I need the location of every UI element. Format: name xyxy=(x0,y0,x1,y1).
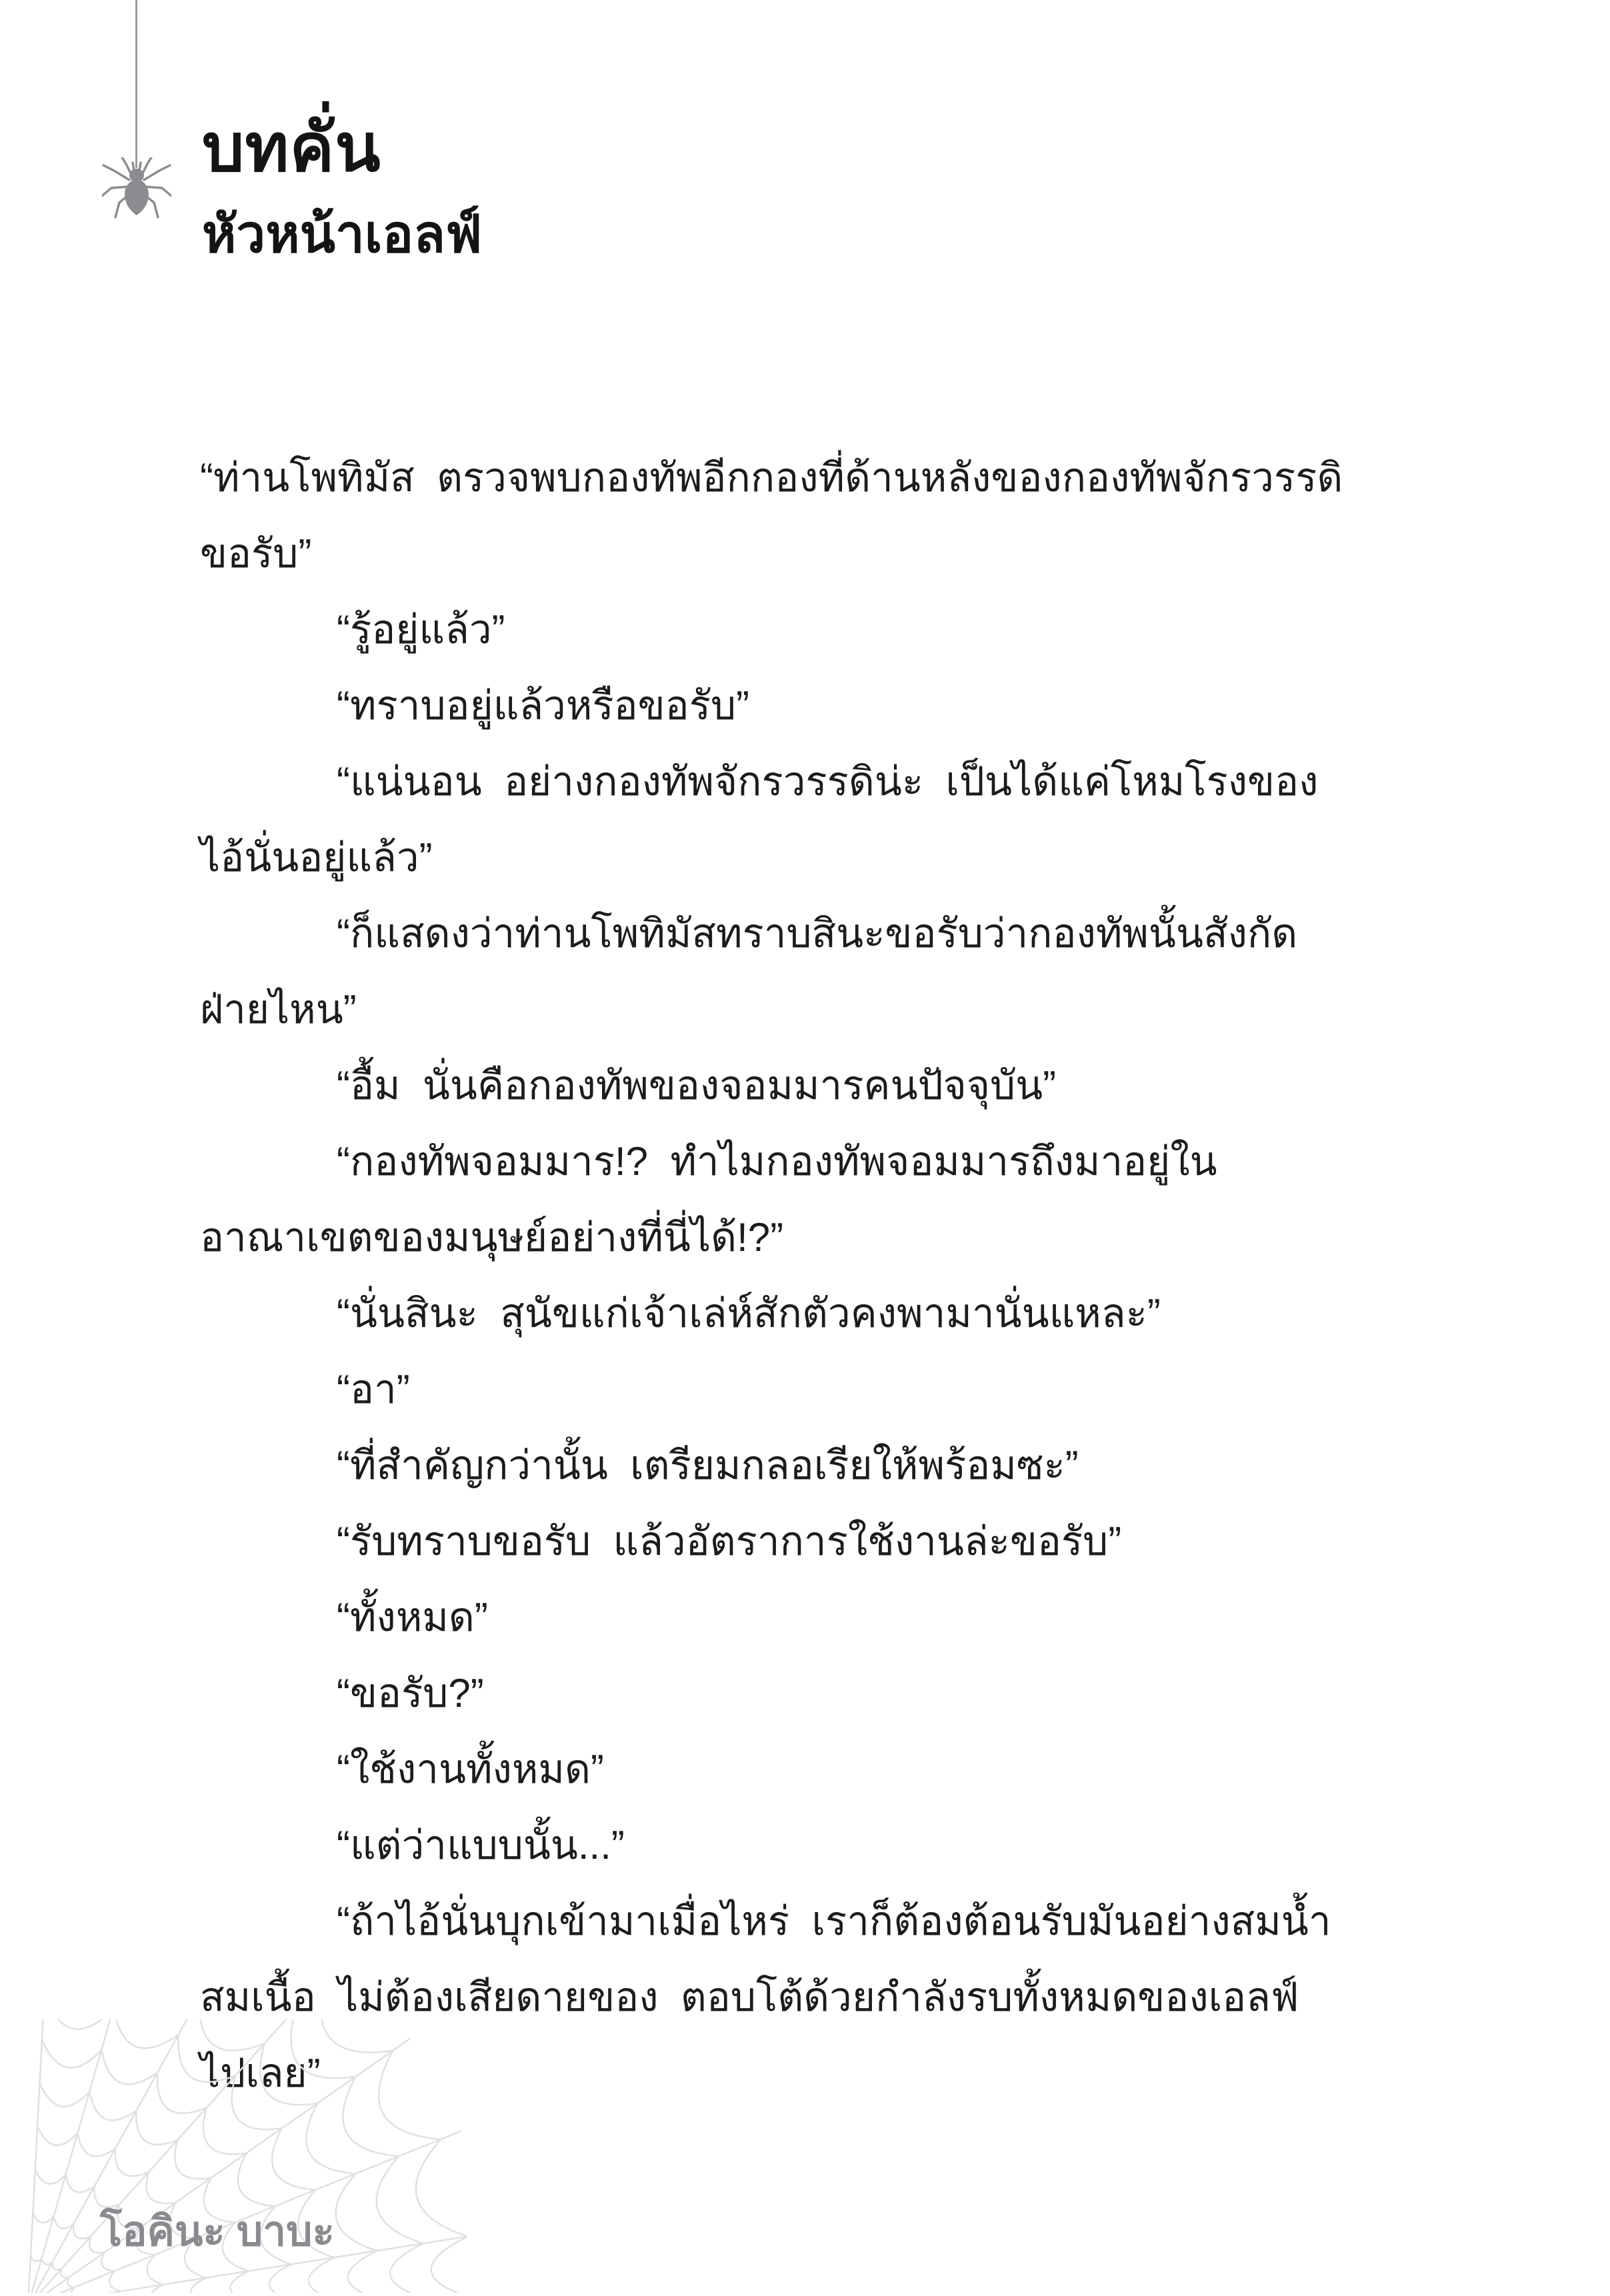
chapter-header xyxy=(202,107,1402,267)
text-line: ขอรับ” xyxy=(200,531,312,576)
chapter-subtitle: หัวหน้าเอลฟ์ xyxy=(202,205,483,263)
text-line: “ท่านโพทิมัส ตรวจพบกองทัพอีกกองที่ด้านหลังของกองทัพจักรวรรดิ xyxy=(200,455,1343,500)
text-line: “อา” xyxy=(337,1367,410,1412)
text-line: “รับทราบขอรับ แล้วอัตราการใช้งานล่ะขอรับ” xyxy=(337,1519,1122,1564)
body-text xyxy=(200,440,1410,2111)
author-name: โอคินะ บาบะ xyxy=(100,2209,335,2255)
text-line: “แน่นอน อย่างกองทัพจักรวรรดิน่ะ เป็นได้แค่โหมโรงของ xyxy=(337,759,1319,804)
text-line: “ใช้งานทั้งหมด” xyxy=(337,1747,604,1791)
text-line: “นั่นสินะ สุนัขแก่เจ้าเล่ห์สักตัวคงพามานั่นแหละ” xyxy=(337,1291,1161,1336)
text-line: สมเนื้อ ไม่ต้องเสียดายของ ตอบโต้ด้วยกำลังรบทั้งหมดของเอลฟ์ xyxy=(200,1975,1299,2019)
chapter-title: บทคั่น xyxy=(202,111,381,185)
text-line: ไอ้นั่นอยู่แล้ว” xyxy=(200,835,433,880)
text-line: “กองทัพจอมมาร!? ทำไมกองทัพจอมมารถึงมาอยู่ใน xyxy=(337,1139,1217,1184)
text-line: อาณาเขตของมนุษย์อย่างที่นี่ได้!?” xyxy=(200,1215,784,1260)
text-line: “ขอรับ?” xyxy=(337,1671,484,1716)
text-line: “อื้ม นั่นคือกองทัพของจอมมารคนปัจจุบัน” xyxy=(337,1063,1057,1108)
spider-thread-decoration xyxy=(135,0,137,168)
text-line: “ทั้งหมด” xyxy=(337,1595,488,1640)
text-line: “ถ้าไอ้นั่นบุกเข้ามาเมื่อไหร่ เราก็ต้องต้อนรับมันอย่างสมน้ำ xyxy=(337,1899,1331,1943)
text-line: ฝ่ายไหน” xyxy=(200,987,357,1032)
spider-icon xyxy=(102,157,171,224)
text-line: “ก็แสดงว่าท่านโพทิมัสทราบสินะขอรับว่ากองทัพนั้นสังกัด xyxy=(337,911,1298,956)
text-line: “รู้อยู่แล้ว” xyxy=(337,607,505,652)
text-line: ไปเลย” xyxy=(200,2051,321,2095)
text-line: “ที่สำคัญกว่านั้น เตรียมกลอเรียให้พร้อมซะ” xyxy=(337,1443,1079,1488)
text-line: “แต่ว่าแบบนั้น...” xyxy=(337,1823,625,1867)
text-line: “ทราบอยู่แล้วหรือขอรับ” xyxy=(337,683,750,728)
